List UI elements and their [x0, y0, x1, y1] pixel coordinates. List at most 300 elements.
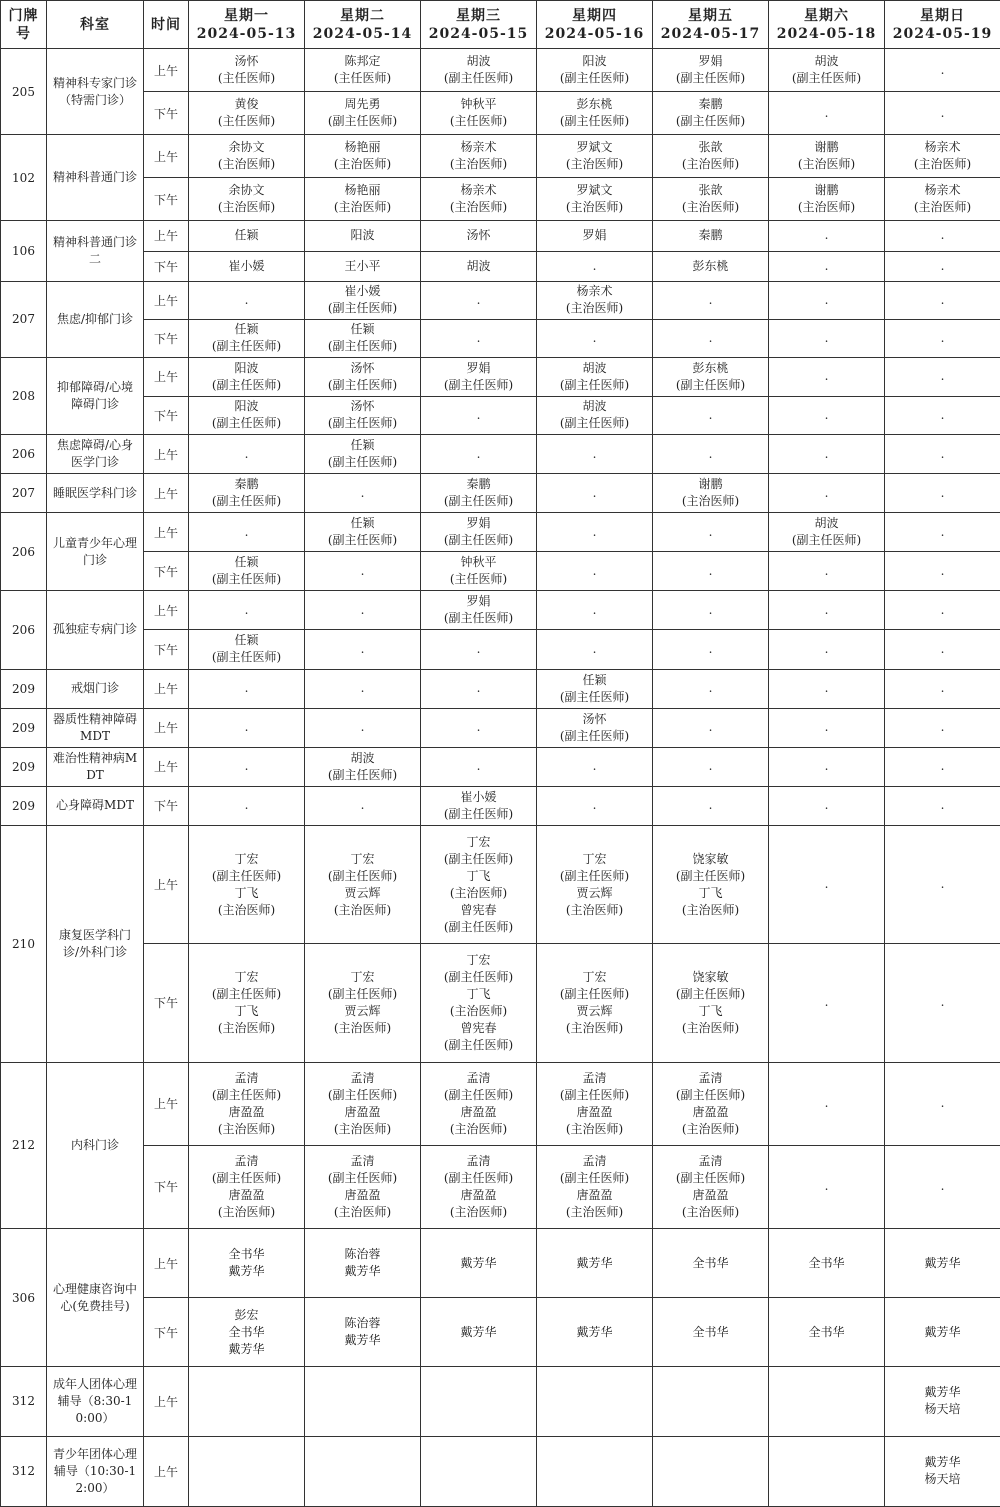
doctor-cell [769, 1436, 885, 1506]
doctor-name: 崔小媛 [228, 258, 265, 273]
doctor-name: 罗娟 [582, 228, 607, 243]
doctor-cell [189, 1436, 305, 1506]
doctor-cell [537, 1228, 653, 1297]
doctor-name: 任颖 [234, 555, 259, 570]
doctor-cell [537, 1367, 653, 1436]
doctor-cell [305, 825, 421, 943]
room-number: 207 [1, 474, 47, 513]
room-number: 205 [1, 49, 47, 135]
department-name: 睡眠医学科门诊 [52, 485, 137, 500]
empty-marker: . [940, 228, 945, 243]
doctor-name: 汤怀 [234, 54, 259, 69]
doctor-name: 杨艳丽 [344, 140, 381, 155]
doctor-cell [653, 49, 769, 92]
doctor-name: 丁宏 [582, 969, 607, 984]
doctor-title: (副主任医师) [559, 377, 630, 392]
doctor-name: 丁宏 [234, 851, 259, 866]
period-label: 下午 [144, 92, 189, 135]
doctor-name: 胡波 [814, 516, 839, 531]
doctor-cell [769, 251, 885, 281]
doctor-title: (主治医师) [449, 157, 508, 172]
doctor-name: 戴芳华 [228, 1341, 265, 1356]
day-header [421, 1, 537, 49]
department-cell [47, 591, 144, 669]
doctor-cell [653, 708, 769, 747]
department-name: 青少年团体心理辅导（10:30-12:00） [52, 1446, 137, 1495]
schedule-row [1, 92, 1000, 135]
doctor-title: (副主任医师) [443, 611, 514, 626]
doctor-cell [305, 1367, 421, 1436]
doctor-name: 孟清 [466, 1153, 491, 1168]
doctor-name: 丁宏 [234, 969, 259, 984]
doctor-cell [421, 1367, 537, 1436]
doctor-name: 戴芳华 [228, 1264, 265, 1279]
doctor-cell [421, 630, 537, 669]
doctor-cell [885, 251, 1000, 281]
doctor-cell [189, 1062, 305, 1145]
day-header [189, 1, 305, 49]
empty-marker: . [940, 105, 945, 120]
doctor-cell [421, 178, 537, 221]
doctor-title: (主治医师) [449, 1121, 508, 1136]
doctor-cell [769, 221, 885, 251]
doctor-cell [421, 708, 537, 747]
empty-marker: . [824, 563, 829, 578]
doctor-name: 任颖 [582, 672, 607, 687]
empty-marker: . [592, 330, 597, 345]
doctor-title: (副主任医师) [327, 301, 398, 316]
doctor-name: 丁宏 [466, 834, 491, 849]
doctor-title: (副主任医师) [211, 494, 282, 509]
date-label: 2024-05-16 [544, 25, 645, 42]
doctor-name: 汤怀 [466, 228, 491, 243]
empty-marker: . [940, 292, 945, 307]
day-header [653, 1, 769, 49]
doctor-name: 余协文 [228, 140, 265, 155]
doctor-name: 谢鹏 [698, 477, 723, 492]
doctor-name: 唐盈盈 [460, 1187, 497, 1202]
doctor-title: (副主任医师) [327, 377, 398, 392]
period-label: 下午 [144, 396, 189, 434]
doctor-cell [537, 1062, 653, 1145]
doctor-cell [653, 1062, 769, 1145]
doctor-cell [885, 825, 1000, 943]
doctor-cell [305, 92, 421, 135]
room-number: 209 [1, 747, 47, 786]
empty-marker: . [824, 407, 829, 422]
doctor-name: 唐盈盈 [344, 1104, 381, 1119]
room-number: 306 [1, 1228, 47, 1366]
doctor-name: 唐盈盈 [228, 1187, 265, 1202]
room-number: 206 [1, 591, 47, 669]
doctor-cell [653, 357, 769, 396]
doctor-cell [885, 474, 1000, 513]
doctor-cell [537, 396, 653, 434]
doctor-cell [769, 1367, 885, 1436]
doctor-name: 杨亲术 [460, 183, 497, 198]
doctor-title: (主任医师) [217, 114, 276, 129]
doctor-name: 罗娟 [698, 54, 723, 69]
schedule-row [1, 513, 1000, 552]
doctor-name: 张歆 [698, 183, 723, 198]
doctor-cell [537, 591, 653, 630]
empty-marker: . [592, 524, 597, 539]
doctor-cell [537, 1436, 653, 1506]
empty-marker: . [824, 995, 829, 1010]
doctor-name: 杨天培 [924, 1402, 961, 1417]
schedule-row [1, 178, 1000, 221]
doctor-cell [305, 251, 421, 281]
schedule-row [1, 357, 1000, 396]
doctor-title: (主治医师) [913, 157, 972, 172]
room-number: 312 [1, 1436, 47, 1506]
empty-marker: . [592, 602, 597, 617]
doctor-cell [305, 1228, 421, 1297]
doctor-name: 戴芳华 [344, 1264, 381, 1279]
doctor-cell [421, 49, 537, 92]
empty-marker: . [940, 1096, 945, 1111]
doctor-title: (副主任医师) [443, 851, 514, 866]
doctor-cell [305, 1298, 421, 1367]
doctor-cell [769, 135, 885, 178]
empty-marker: . [940, 258, 945, 273]
empty-marker: . [708, 407, 713, 422]
department-name: 难治性精神病MDT [52, 750, 138, 782]
doctor-name: 戴芳华 [576, 1324, 613, 1339]
empty-marker: . [592, 798, 597, 813]
doctor-cell [421, 251, 537, 281]
schedule-row [1, 396, 1000, 434]
doctor-name: 全书华 [228, 1324, 265, 1339]
doctor-cell [189, 669, 305, 708]
doctor-title: (副主任医师) [675, 114, 746, 129]
department-name: 精神科专家门诊（特需门诊） [52, 75, 137, 107]
day-header [885, 1, 1000, 49]
doctor-name: 胡波 [582, 360, 607, 375]
room-number: 209 [1, 786, 47, 825]
doctor-name: 任颖 [350, 322, 375, 337]
period-label: 下午 [144, 251, 189, 281]
schedule-row [1, 591, 1000, 630]
doctor-cell [537, 92, 653, 135]
empty-marker: . [360, 602, 365, 617]
doctor-title: (副主任医师) [211, 1170, 282, 1185]
room-number: 206 [1, 434, 47, 473]
doctor-cell [769, 591, 885, 630]
doctor-name: 全书华 [808, 1255, 845, 1270]
empty-marker: . [708, 759, 713, 774]
doctor-title: (主治医师) [565, 200, 624, 215]
doctor-cell [653, 319, 769, 357]
department-cell [47, 669, 144, 708]
doctor-cell [189, 944, 305, 1062]
department-name: 戒烟门诊 [70, 681, 119, 696]
doctor-title: (主治医师) [565, 301, 624, 316]
department-cell [47, 221, 144, 281]
empty-marker: . [708, 641, 713, 656]
room-number: 207 [1, 281, 47, 357]
doctor-cell [305, 1062, 421, 1145]
department-cell [47, 1436, 144, 1506]
doctor-title: (主治医师) [565, 157, 624, 172]
department-cell [47, 747, 144, 786]
empty-marker: . [244, 720, 249, 735]
doctor-cell [305, 669, 421, 708]
doctor-title: (副主任医师) [327, 339, 398, 354]
doctor-name: 唐盈盈 [344, 1187, 381, 1202]
doctor-cell [537, 552, 653, 591]
doctor-cell [189, 221, 305, 251]
doctor-name: 丁宏 [582, 851, 607, 866]
period-label: 上午 [144, 221, 189, 251]
doctor-name: 戴芳华 [924, 1455, 961, 1470]
schedule-row [1, 630, 1000, 669]
doctor-cell [537, 178, 653, 221]
doctor-cell [421, 92, 537, 135]
doctor-name: 任颖 [234, 228, 259, 243]
doctor-cell [653, 1436, 769, 1506]
doctor-name: 陈治蓉 [344, 1316, 381, 1331]
doctor-cell [537, 747, 653, 786]
doctor-cell [885, 178, 1000, 221]
department-name: 心身障碍MDT [56, 798, 134, 813]
doctor-name: 秦鹏 [234, 477, 259, 492]
doctor-cell [885, 669, 1000, 708]
doctor-cell [885, 552, 1000, 591]
doctor-cell [653, 1298, 769, 1367]
doctor-cell [653, 552, 769, 591]
doctor-cell [653, 396, 769, 434]
doctor-cell [769, 552, 885, 591]
doctor-cell [653, 1367, 769, 1436]
doctor-name: 陈邦定 [344, 54, 381, 69]
doctor-name: 胡波 [466, 54, 491, 69]
empty-marker: . [940, 720, 945, 735]
doctor-name: 全书华 [808, 1324, 845, 1339]
doctor-title: (主治医师) [681, 1121, 740, 1136]
doctor-name: 孟清 [698, 1070, 723, 1085]
doctor-name: 唐盈盈 [460, 1104, 497, 1119]
schedule-row [1, 1228, 1000, 1297]
empty-marker: . [476, 720, 481, 735]
doctor-name: 张歆 [698, 140, 723, 155]
doctor-name: 丁飞 [466, 868, 491, 883]
department-name: 心理健康咨询中心(免费挂号) [52, 1281, 137, 1313]
doctor-cell [885, 434, 1000, 473]
doctor-cell [885, 1367, 1000, 1436]
doctor-name: 全书华 [692, 1255, 729, 1270]
doctor-title: (副主任医师) [559, 868, 630, 883]
period-label: 上午 [144, 1228, 189, 1297]
doctor-name: 戴芳华 [924, 1385, 961, 1400]
doctor-name: 丁宏 [466, 952, 491, 967]
doctor-cell [769, 1062, 885, 1145]
period-label: 上午 [144, 708, 189, 747]
doctor-name: 杨亲术 [460, 140, 497, 155]
doctor-cell [769, 708, 885, 747]
doctor-cell [537, 513, 653, 552]
empty-marker: . [824, 602, 829, 617]
doctor-title: (主治医师) [333, 200, 392, 215]
doctor-name: 汤怀 [350, 399, 375, 414]
doctor-cell [421, 552, 537, 591]
doctor-title: (副主任医师) [211, 650, 282, 665]
schedule-row [1, 944, 1000, 1062]
doctor-name: 胡波 [466, 258, 491, 273]
empty-marker: . [476, 407, 481, 422]
doctor-cell [189, 281, 305, 319]
doctor-title: (副主任医师) [211, 572, 282, 587]
doctor-cell [769, 825, 885, 943]
doctor-cell [885, 396, 1000, 434]
department-cell [47, 1062, 144, 1228]
day-label: 星期二 [340, 7, 385, 24]
doctor-cell [653, 281, 769, 319]
doctor-cell [421, 944, 537, 1062]
doctor-title: (主治医师) [333, 1020, 392, 1035]
doctor-name: 全书华 [228, 1247, 265, 1262]
doctor-title: (副主任医师) [559, 1087, 630, 1102]
empty-marker: . [824, 798, 829, 813]
doctor-cell [769, 396, 885, 434]
doctor-cell [537, 251, 653, 281]
doctor-cell [769, 630, 885, 669]
period-header: 时间 [144, 1, 189, 49]
doctor-cell [305, 178, 421, 221]
doctor-name: 丁宏 [350, 851, 375, 866]
empty-marker: . [360, 720, 365, 735]
doctor-name: 饶家敏 [692, 969, 729, 984]
doctor-title: (主治医师) [681, 902, 740, 917]
empty-marker: . [940, 485, 945, 500]
doctor-title: (主治医师) [565, 1204, 624, 1219]
doctor-title: (主治医师) [681, 157, 740, 172]
doctor-cell [653, 178, 769, 221]
schedule-row [1, 552, 1000, 591]
doctor-cell [769, 1228, 885, 1297]
empty-marker: . [592, 563, 597, 578]
doctor-name: 曾宪春 [460, 902, 497, 917]
doctor-cell [305, 747, 421, 786]
doctor-cell [305, 513, 421, 552]
doctor-cell [305, 944, 421, 1062]
doctor-cell [537, 281, 653, 319]
doctor-title: (主治医师) [681, 494, 740, 509]
schedule-row [1, 786, 1000, 825]
doctor-cell [537, 669, 653, 708]
doctor-cell [769, 513, 885, 552]
doctor-name: 胡波 [814, 54, 839, 69]
doctor-cell [421, 319, 537, 357]
doctor-name: 秦鹏 [698, 97, 723, 112]
doctor-name: 孟清 [466, 1070, 491, 1085]
empty-marker: . [244, 759, 249, 774]
doctor-title: (副主任医师) [211, 986, 282, 1001]
period-label: 下午 [144, 944, 189, 1062]
empty-marker: . [592, 759, 597, 774]
doctor-cell [537, 708, 653, 747]
empty-marker: . [824, 105, 829, 120]
department-cell [47, 434, 144, 473]
doctor-cell [653, 92, 769, 135]
doctor-name: 阳波 [350, 228, 375, 243]
doctor-name: 任颖 [350, 438, 375, 453]
doctor-title: (副主任医师) [211, 339, 282, 354]
doctor-title: (副主任医师) [327, 1087, 398, 1102]
doctor-cell [885, 1436, 1000, 1506]
doctor-cell [653, 251, 769, 281]
doctor-name: 周先勇 [344, 97, 381, 112]
doctor-name: 汤怀 [350, 360, 375, 375]
empty-marker: . [940, 995, 945, 1010]
department-cell [47, 825, 144, 1062]
doctor-cell [653, 513, 769, 552]
doctor-name: 罗斌文 [576, 183, 613, 198]
doctor-cell [885, 1062, 1000, 1145]
doctor-cell [305, 474, 421, 513]
doctor-title: (主治医师) [217, 200, 276, 215]
doctor-title: (副主任医师) [443, 1170, 514, 1185]
doctor-cell [305, 786, 421, 825]
date-label: 2024-05-15 [428, 25, 529, 42]
period-label: 上午 [144, 513, 189, 552]
empty-marker: . [824, 292, 829, 307]
schedule-row [1, 708, 1000, 747]
doctor-name: 贾云辉 [576, 885, 613, 900]
doctor-cell [537, 357, 653, 396]
doctor-title: (主治医师) [333, 157, 392, 172]
period-label: 下午 [144, 1145, 189, 1228]
date-label: 2024-05-19 [892, 25, 993, 42]
doctor-cell [421, 591, 537, 630]
department-cell [47, 786, 144, 825]
empty-marker: . [824, 485, 829, 500]
doctor-cell [189, 1367, 305, 1436]
doctor-title: (副主任医师) [559, 114, 630, 129]
doctor-name: 胡波 [350, 750, 375, 765]
doctor-title: (副主任医师) [791, 533, 862, 548]
doctor-title: (主任医师) [217, 71, 276, 86]
doctor-name: 孟清 [350, 1153, 375, 1168]
empty-marker: . [940, 62, 945, 77]
doctor-name: 戴芳华 [924, 1255, 961, 1270]
doctor-title: (主治医师) [333, 1121, 392, 1136]
doctor-title: (主治医师) [681, 1204, 740, 1219]
doctor-name: 饶家敏 [692, 851, 729, 866]
period-label: 上午 [144, 669, 189, 708]
doctor-cell [305, 357, 421, 396]
doctor-cell [189, 552, 305, 591]
empty-marker: . [244, 524, 249, 539]
doctor-title: (副主任医师) [443, 1037, 514, 1052]
doctor-title: (主治医师) [565, 1020, 624, 1035]
date-label: 2024-05-13 [196, 25, 297, 42]
room-number: 102 [1, 135, 47, 221]
doctor-cell [769, 1145, 885, 1228]
doctor-cell [305, 708, 421, 747]
doctor-title: (副主任医师) [675, 868, 746, 883]
department-cell [47, 1367, 144, 1436]
doctor-name: 阳波 [234, 399, 259, 414]
empty-marker: . [476, 641, 481, 656]
empty-marker: . [360, 485, 365, 500]
doctor-title: (副主任医师) [675, 1087, 746, 1102]
empty-marker: . [940, 641, 945, 656]
doctor-cell [653, 747, 769, 786]
doctor-title: (主任医师) [449, 572, 508, 587]
doctor-title: (副主任医师) [443, 1087, 514, 1102]
doctor-name: 孟清 [582, 1153, 607, 1168]
